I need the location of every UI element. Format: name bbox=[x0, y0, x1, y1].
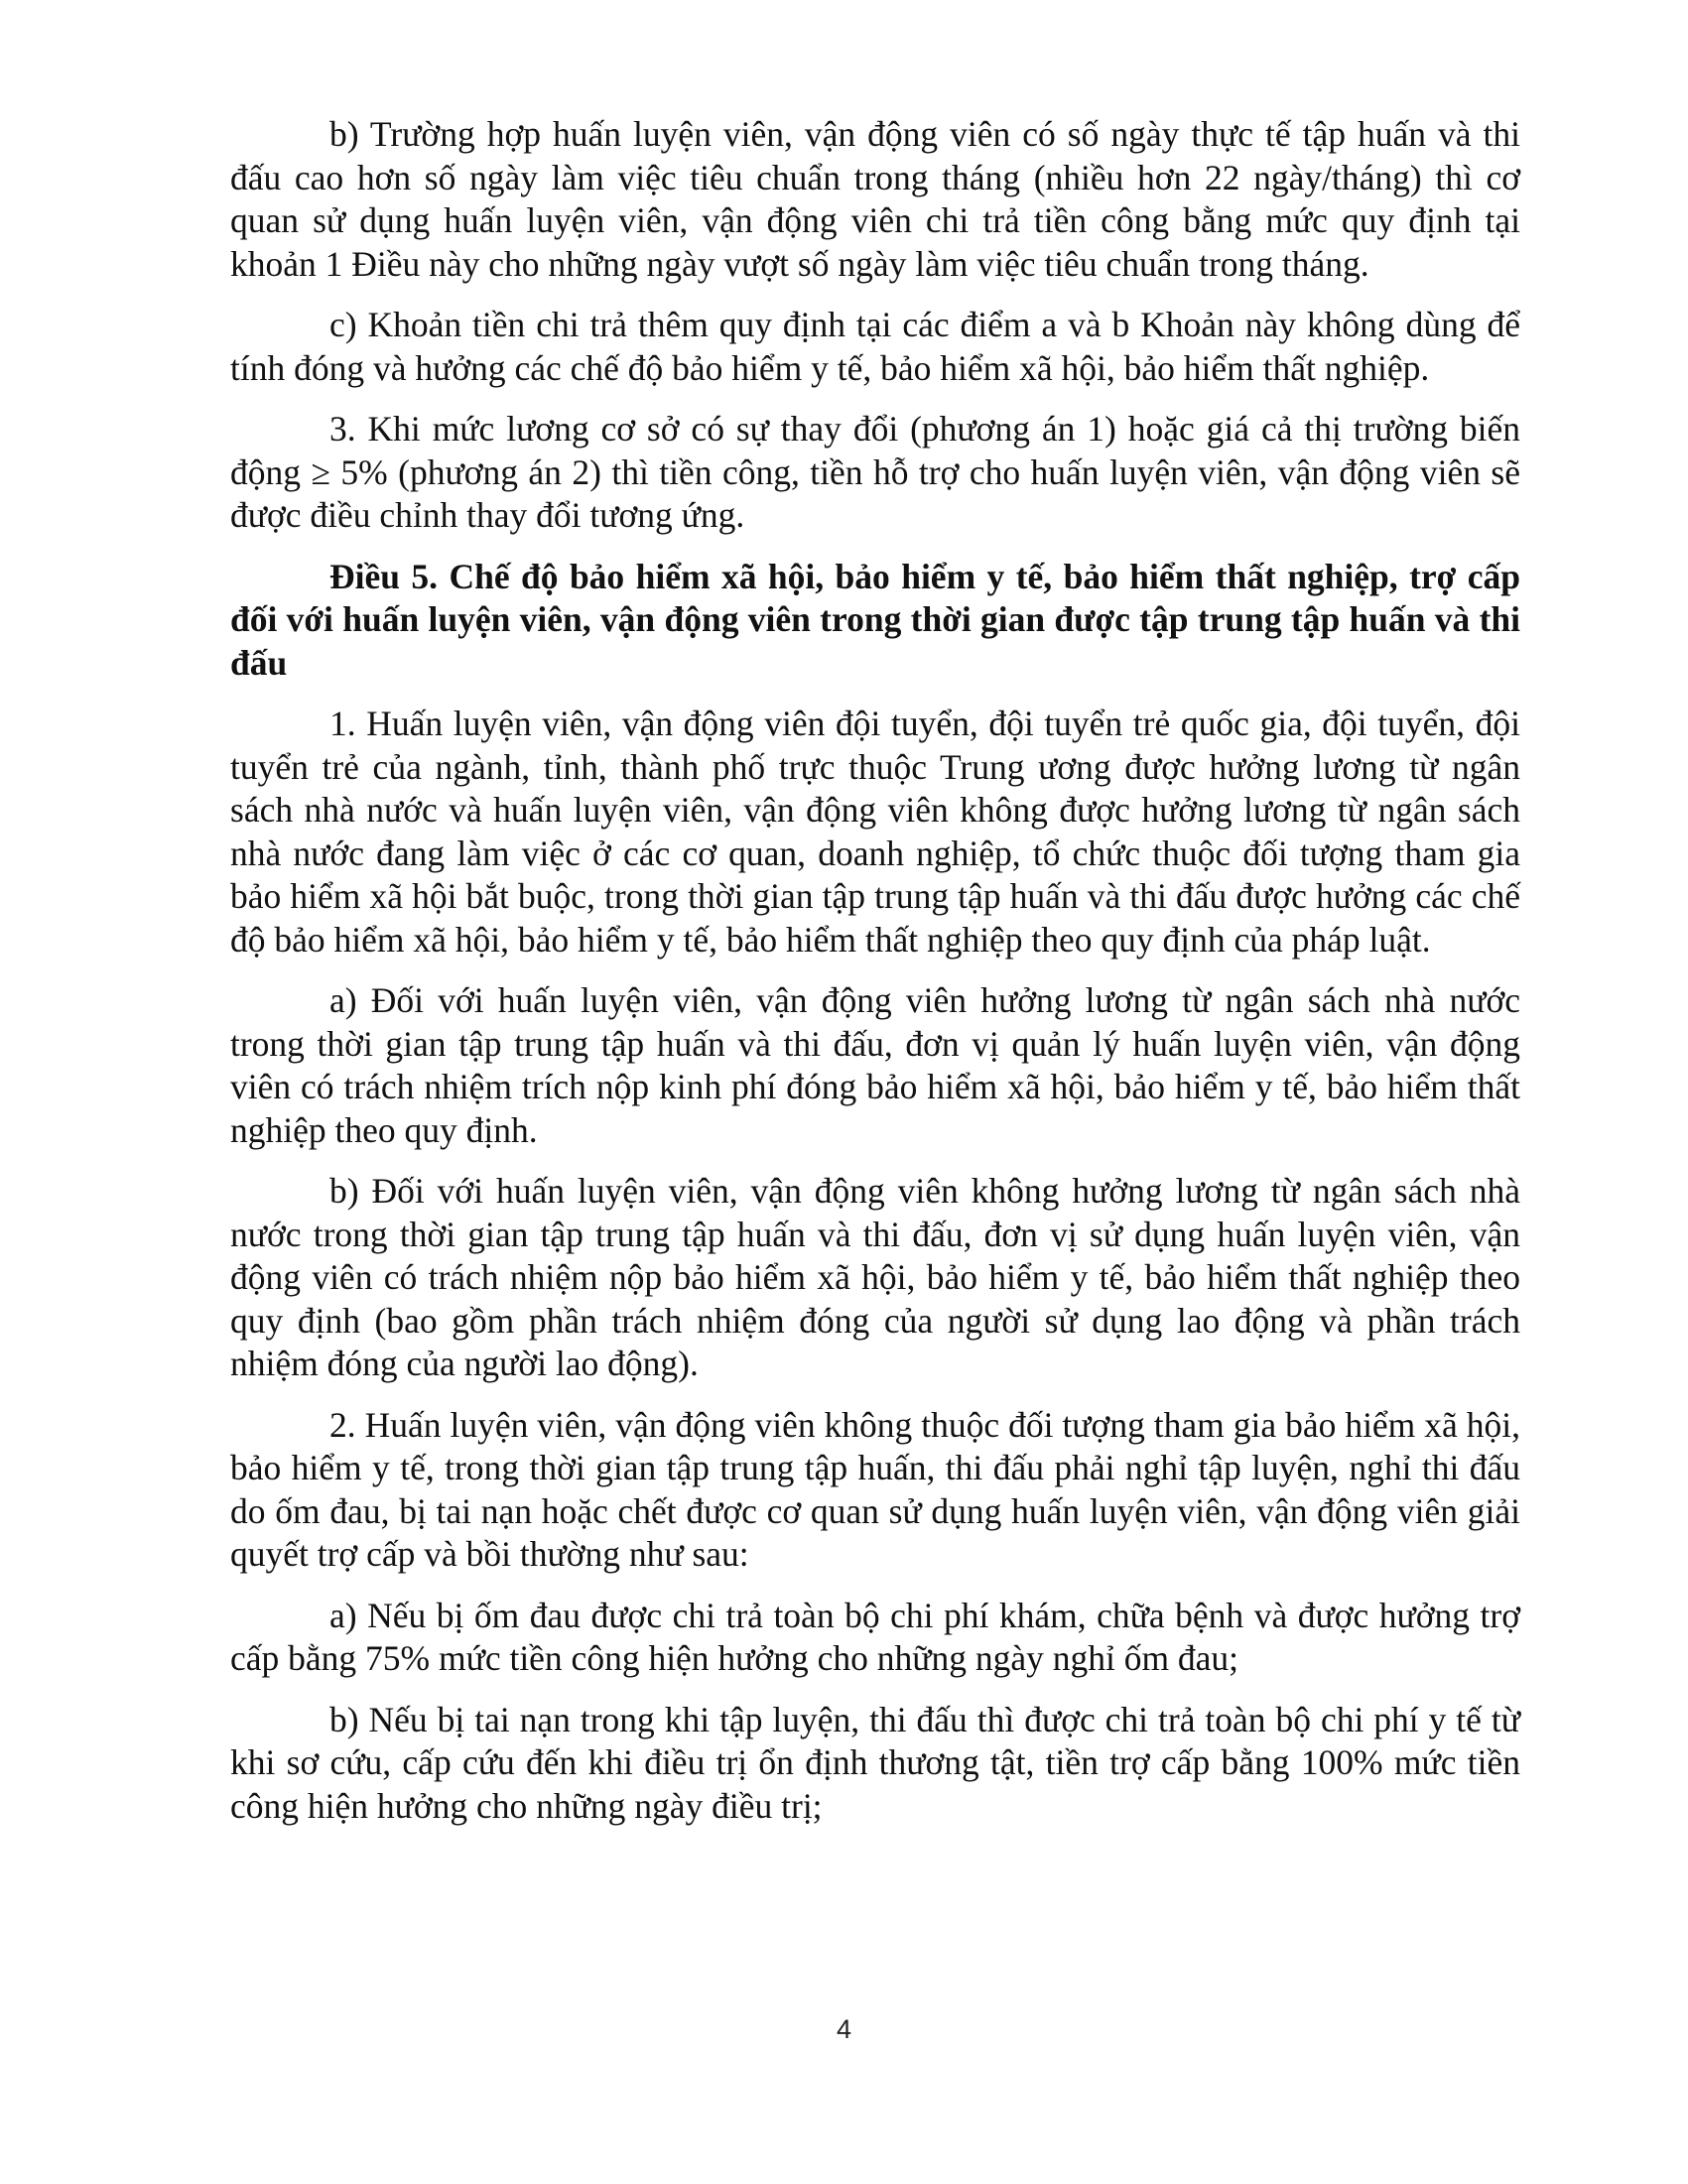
article-5-heading: Điều 5. Chế độ bảo hiểm xã hội, bảo hiểm y tế, bảo hiểm thất nghiệp, trợ cấp đối với huấn luyện viên, vận động viên trong thời gian được tập trung tập huấn và thi đấu bbox=[230, 556, 1520, 683]
paragraph-5-2: 2. Huấn luyện viên, vận động viên không thuộc đối tượng tham gia bảo hiểm xã hội, bảo hiểm y tế, trong thời gian tập trung tập huấn, thi đấu phải nghỉ tập luyện, nghỉ thi đấu do ốm đau, bị tai nạn hoặc chết được cơ quan sử dụng huấn luyện viên, vận động viên giải quyết trợ cấp và bồi thường như sau: bbox=[230, 1404, 1520, 1574]
paragraph-2c: c) Khoản tiền chi trả thêm quy định tại các điểm a và b Khoản này không dùng để tính đóng và hưởng các chế độ bảo hiểm y tế, bảo hiểm xã hội, bảo hiểm thất nghiệp. bbox=[230, 305, 1520, 388]
paragraph-3: 3. Khi mức lương cơ sở có sự thay đổi (phương án 1) hoặc giá cả thị trường biến động ≥ 5% (phương án 2) thì tiền công, tiền hỗ trợ cho huấn luyện viên, vận động viên sẽ được điều chỉnh thay đổi tương ứng. bbox=[230, 409, 1520, 535]
paragraph-5-1: 1. Huấn luyện viên, vận động viên đội tuyển, đội tuyển trẻ quốc gia, đội tuyển, đội tuyển trẻ của ngành, tỉnh, thành phố trực thuộc Trung ương được hưởng lương từ ngân sách nhà nước và huấn luyện viên, vận động viên không được hưởng lương từ ngân sách nhà nước đang làm việc ở các cơ quan, doanh nghiệp, tổ chức thuộc đối tượng tham gia bảo hiểm xã hội bắt buộc, trong thời gian tập trung tập huấn và thi đấu được hưởng các chế độ bảo hiểm xã hội, bảo hiểm y tế, bảo hiểm thất nghiệp theo quy định của pháp luật. bbox=[230, 704, 1520, 960]
paragraph-5-1a: a) Đối với huấn luyện viên, vận động viên hưởng lương từ ngân sách nhà nước trong thời gian tập trung tập huấn và thi đấu, đơn vị quản lý huấn luyện viên, vận động viên có trách nhiệm trích nộp kinh phí đóng bảo hiểm xã hội, bảo hiểm y tế, bảo hiểm thất nghiệp theo quy định. bbox=[230, 980, 1520, 1150]
paragraph-2b: b) Trường hợp huấn luyện viên, vận động viên có số ngày thực tế tập huấn và thi đấu cao hơn số ngày làm việc tiêu chuẩn trong tháng (nhiều hơn 22 ngày/tháng) thì cơ quan sử dụng huấn luyện viên, vận động viên chi trả tiền công bằng mức quy định tại khoản 1 Điều này cho những ngày vượt số ngày làm việc tiêu chuẩn trong tháng. bbox=[230, 114, 1520, 284]
page-number: 4 bbox=[836, 2014, 852, 2044]
paragraph-5-1b: b) Đối với huấn luyện viên, vận động viên không hưởng lương từ ngân sách nhà nước trong thời gian tập trung tập huấn và thi đấu, đơn vị sử dụng huấn luyện viên, vận động viên có trách nhiệm nộp bảo hiểm xã hội, bảo hiểm y tế, bảo hiểm thất nghiệp theo quy định (bao gồm phần trách nhiệm đóng của người sử dụng lao động và phần trách nhiệm đóng của người lao động). bbox=[230, 1171, 1520, 1383]
paragraph-5-2a: a) Nếu bị ốm đau được chi trả toàn bộ chi phí khám, chữa bệnh và được hưởng trợ cấp bằng 75% mức tiền công hiện hưởng cho những ngày nghỉ ốm đau; bbox=[230, 1595, 1520, 1678]
document-page bbox=[230, 113, 1520, 1846]
paragraph-5-2b: b) Nếu bị tai nạn trong khi tập luyện, thi đấu thì được chi trả toàn bộ chi phí y tế từ khi sơ cứu, cấp cứu đến khi điều trị ổn định thương tật, tiền trợ cấp bằng 100% mức tiền công hiện hưởng cho những ngày điều trị; bbox=[230, 1699, 1520, 1826]
